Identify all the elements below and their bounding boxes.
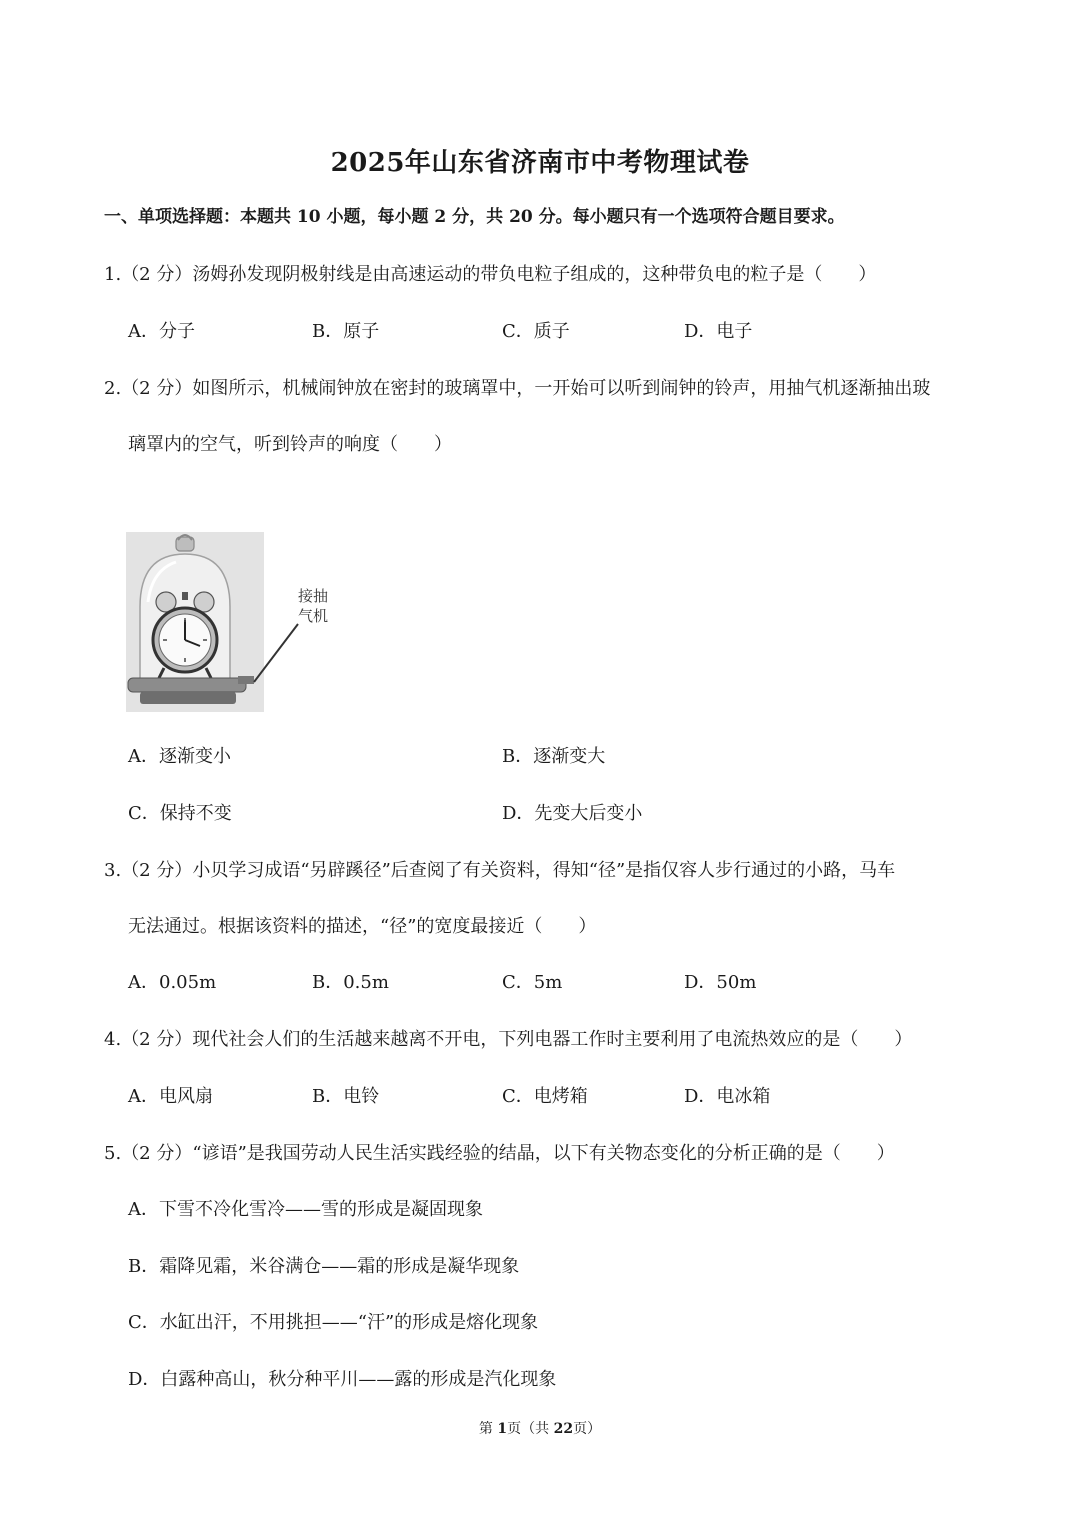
question-number: 3. xyxy=(104,860,122,881)
question-2-line-2: 璃罩内的空气，听到铃声的响度（ ） xyxy=(128,434,452,455)
question-number: 4. xyxy=(104,1029,122,1050)
question-number: 1. xyxy=(104,264,122,285)
option-4b: B．电铃 xyxy=(312,1086,380,1107)
option-4d: D．电冰箱 xyxy=(684,1086,771,1107)
option-5d: D．白露种高山，秋分种平川——露的形成是汽化现象 xyxy=(128,1369,557,1390)
question-score: （2 分） xyxy=(121,1143,193,1164)
question-2 xyxy=(104,374,930,400)
option-1c: C．质子 xyxy=(502,321,570,342)
option-3d: D．50m xyxy=(684,972,757,993)
option-3c: C．5m xyxy=(502,972,563,993)
question-1 xyxy=(104,260,876,286)
footer-prefix: 第 xyxy=(478,1421,498,1437)
page-total: 22 xyxy=(553,1421,574,1437)
question-score: （2 分） xyxy=(121,1029,193,1050)
question-number: 5. xyxy=(104,1143,122,1164)
question-score: （2 分） xyxy=(121,860,193,881)
option-4c: C．电烤箱 xyxy=(502,1086,588,1107)
question-3 xyxy=(104,856,895,882)
option-5c: C．水缸出汗，不用挑担——“汗”的形成是熔化现象 xyxy=(128,1312,539,1333)
page-footer xyxy=(0,1418,1080,1438)
question-text: 如图所示，机械闹钟放在密封的玻璃罩中，一开始可以听到闹钟的铃声，用抽气机逐渐抽出玻 xyxy=(192,378,931,399)
pump-label: 接抽气机 xyxy=(298,587,329,625)
option-3a: A．0.05m xyxy=(128,972,217,993)
option-2b: B．逐渐变大 xyxy=(502,746,606,767)
bell-jar-figure xyxy=(126,532,341,712)
question-3-line-2: 无法通过。根据该资料的描述，“径”的宽度最接近（ ） xyxy=(128,916,597,937)
option-2c: C．保持不变 xyxy=(128,803,232,824)
question-text: “谚语”是我国劳动人民生活实践经验的结晶，以下有关物态变化的分析正确的是（ ） xyxy=(192,1143,895,1164)
footer-suffix: 页） xyxy=(573,1421,602,1437)
question-text: 汤姆孙发现阴极射线是由高速运动的带负电粒子组成的，这种带负电的粒子是（ ） xyxy=(192,264,877,285)
page-number: 1 xyxy=(497,1421,508,1437)
question-score: （2 分） xyxy=(121,264,193,285)
option-2d: D．先变大后变小 xyxy=(502,803,643,824)
option-3b: B．0.5m xyxy=(312,972,389,993)
option-1b: B．原子 xyxy=(312,321,380,342)
section-heading: 一、单项选择题：本题共 10 小题，每小题 2 分，共 20 分。每小题只有一个选项符合题目要求。 xyxy=(104,207,845,227)
option-5b: B．霜降见霜，米谷满仓——霜的形成是凝华现象 xyxy=(128,1256,520,1277)
page-title: 2025年山东省济南市中考物理试卷 xyxy=(330,148,750,178)
question-text: 现代社会人们的生活越来越离不开电，下列电器工作时主要利用了电流热效应的是（ ） xyxy=(192,1029,913,1050)
question-text: 小贝学习成语“另辟蹊径”后查阅了有关资料，得知“径”是指仅容人步行通过的小路，马车 xyxy=(192,860,896,881)
question-4 xyxy=(104,1025,912,1051)
option-1d: D．电子 xyxy=(684,321,753,342)
option-4a: A．电风扇 xyxy=(128,1086,213,1107)
question-score: （2 分） xyxy=(121,378,193,399)
option-5a: A．下雪不冷化雪冷——雪的形成是凝固现象 xyxy=(128,1199,483,1220)
question-5 xyxy=(104,1139,895,1165)
option-1a: A．分子 xyxy=(128,321,195,342)
footer-middle: 页（共 xyxy=(507,1421,554,1437)
option-2a: A．逐渐变小 xyxy=(128,746,231,767)
question-number: 2. xyxy=(104,378,122,399)
